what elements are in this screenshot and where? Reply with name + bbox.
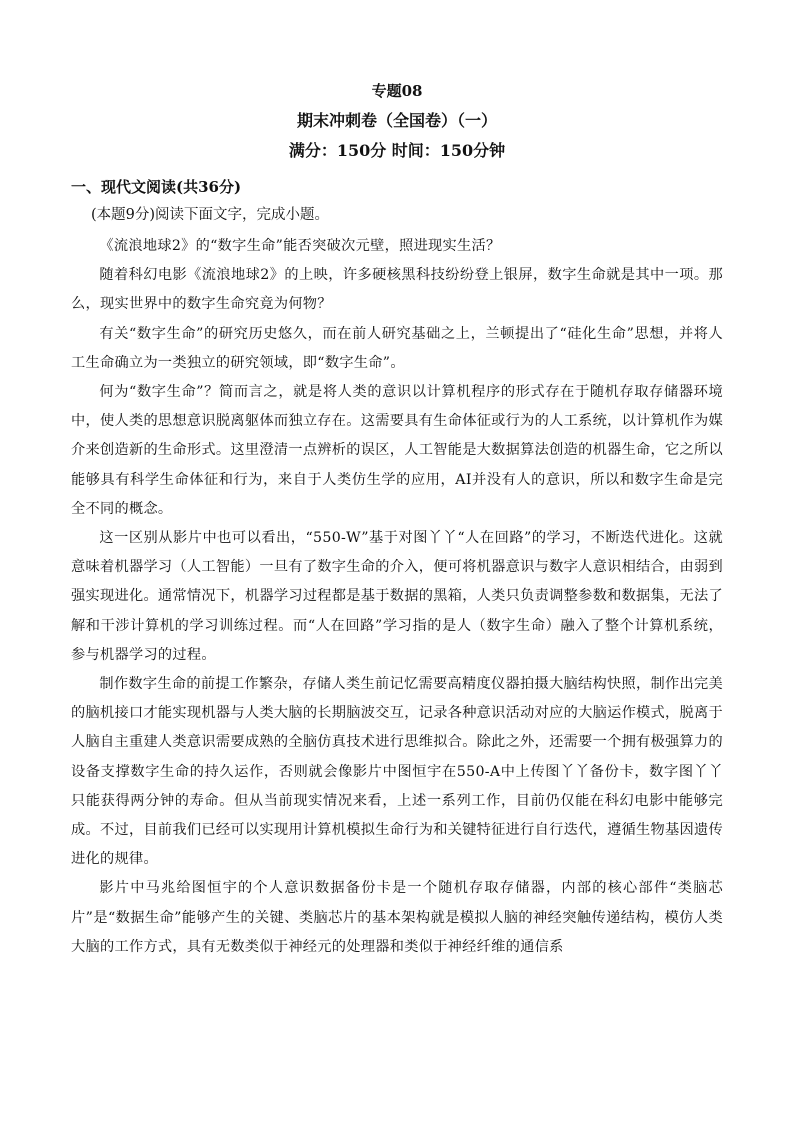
article-paragraph: 随着科幻电影《流浪地球2》的上映，许多硬核黑科技纷纷登上银屏，数字生命就是其中一项。那么，现实世界中的数字生命究竟为何物？ [71,267,723,313]
article-paragraph: 这一区别从影片中也可以看出，“550-W”基于对图丫丫“人在回路”的学习，不断迭代进化。这就意味着机器学习（人工智能）一旦有了数字生命的介入，便可将机器意识与数字人意识相结合，由弱到强实现进化。通常情况下，机器学习过程都是基于数据的黑箱，人类只负责调整参数和数据集，无法了解和干涉计算机的学习训练过程。而“人在回路”学习指的是人（数字生命）融入了整个计算机系统，参与机器学习的过程。 [71,530,723,663]
title-block [0,76,794,166]
article-body [71,232,723,962]
section-heading: 一、现代文阅读(共36分) [71,178,242,196]
article-paragraph: 有关“数字生命”的研究历史悠久，而在前人研究基础之上，兰顿提出了“硅化生命”思想，并将人工生命确立为一类独立的研究领域，即“数字生命”。 [71,325,723,371]
exam-meta: 满分：150分 时间：150分钟 [288,141,506,160]
article-paragraph: 何为“数字生命”？简而言之，就是将人类的意识以计算机程序的形式存在于随机存取存储器环境中，使人类的思想意识脱离躯体而独立存在。这需要具有生命体征或行为的人工系统，以计算机作为媒介来创造新的生命形式。这里澄清一点辨析的误区，人工智能是大数据算法创造的机器生命，它之所以能够具有科学生命体征和行为，来自于人类仿生学的应用，AI并没有人的意识，所以和数字生命是完全不同的概念。 [71,384,723,517]
article-paragraph: 制作数字生命的前提工作繁杂，存储人类生前记忆需要高精度仪器拍摄大脑结构快照，制作出完美的脑机接口才能实现机器与人类大脑的长期脑波交互，记录各种意识活动对应的大脑运作模式，脱离于人脑自主重建人类意识需要成熟的全脑仿真技术进行思维拟合。除此之外，还需要一个拥有极强算力的设备支撑数字生命的持久运作，否则就会像影片中图恒宇在550-A中上传图丫丫备份卡，数字图丫丫只能获得两分钟的寿命。但从当前现实情况来看，上述一系列工作，目前仍仅能在科幻电影中能够完成。不过，目前我们已经可以实现用计算机模拟生命行为和关键特征进行自行迭代，遵循生物基因遗传进化的规律。 [71,676,723,868]
exam-title: 期末冲刺卷（全国卷）（一） [296,111,497,130]
article-headline: 《流浪地球2》的“数字生命”能否突破次元壁，照进现实生活？ [99,238,501,254]
series-label: 专题08 [371,82,423,100]
article-paragraph: 影片中马兆给图恒宇的个人意识数据备份卡是一个随机存取存储器，内部的核心部件“类脑芯片”是“数据生命”能够产生的关键、类脑芯片的基本架构就是模拟人脑的神经突触传递结构，模仿人类大脑的工作方式，具有无数类似于神经元的处理器和类似于神经纤维的通信系 [71,880,723,955]
section-intro: (本题9分)阅读下面文字，完成小题。 [91,207,330,223]
